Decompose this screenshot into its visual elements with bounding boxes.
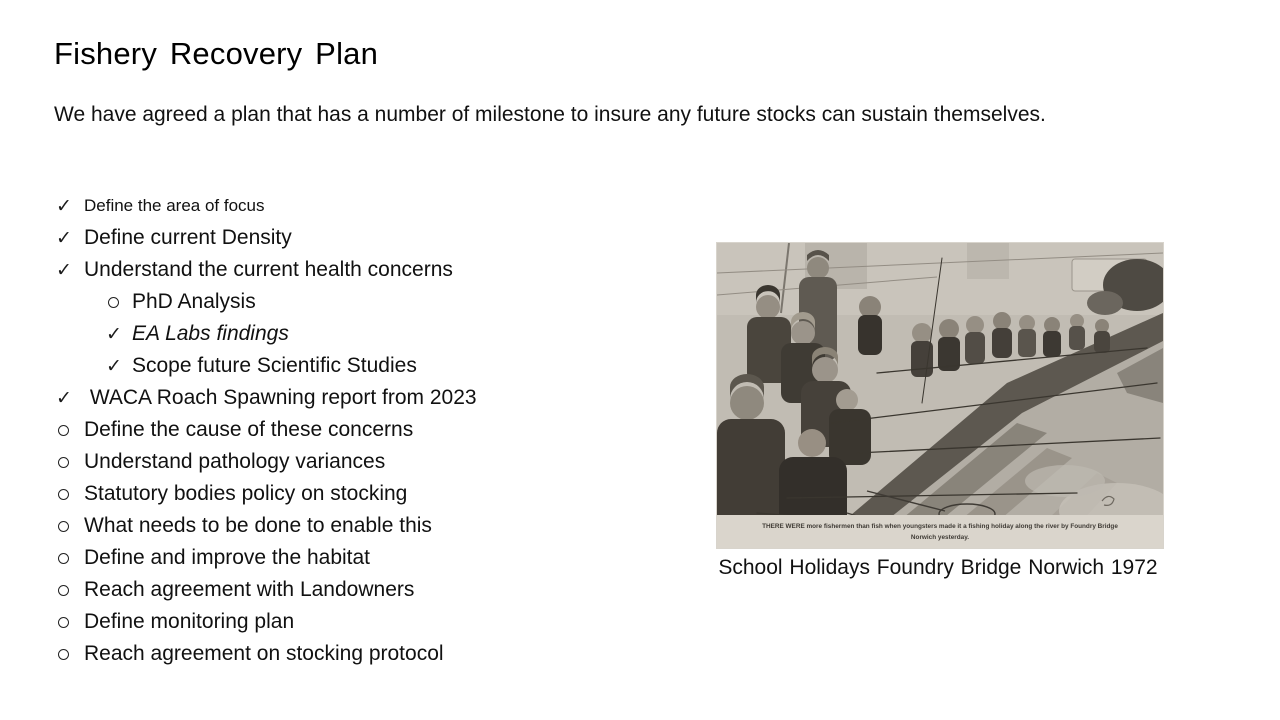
circle-bullet-icon (58, 489, 69, 500)
slide-title: Fishery Recovery Plan (54, 36, 379, 71)
list-item: ✓ Understand the current health concerns (56, 258, 453, 281)
check-icon: ✓ (56, 195, 72, 217)
check-icon: ✓ (106, 355, 122, 377)
list-item: Reach agreement on stocking protocol (54, 638, 614, 670)
circle-bullet-icon (58, 617, 69, 628)
circle-bullet-marker (54, 489, 84, 500)
circle-bullet-marker (54, 649, 84, 660)
circle-bullet-icon (58, 553, 69, 564)
list-item: What needs to be done to enable this (54, 510, 614, 542)
check-icon: ✓ (56, 227, 72, 249)
clipping-caption-line1: THERE WERE more fishermen than fish when youngsters made it a fishing holiday along the river by Foundry Bridge (762, 523, 1118, 530)
circle-bullet-marker (54, 521, 84, 532)
list-item: Reach agreement with Landowners (54, 574, 614, 606)
circle-bullet-marker (104, 297, 132, 308)
intro-text: We have agreed a plan that has a number of milestone to insure any future stocks can sustain themselves. (54, 103, 1046, 126)
circle-bullet-icon (58, 585, 69, 596)
circle-bullet-marker (54, 457, 84, 468)
circle-bullet-marker (54, 553, 84, 564)
list-item: ✓ WACA Roach Spawning report from 2023 (56, 386, 477, 409)
milestone-list (54, 190, 614, 670)
circle-bullet-marker (54, 617, 84, 628)
list-item: ✓ Scope future Scientific Studies (106, 354, 417, 377)
list-item: Define and improve the habitat (54, 542, 614, 574)
circle-bullet-icon (58, 521, 69, 532)
list-item: ✓ Define current Density (56, 226, 292, 249)
list-item: Define monitoring plan (54, 606, 614, 638)
photo-scene (717, 243, 1163, 548)
circle-bullet-icon (108, 297, 119, 308)
list-item: Statutory bodies policy on stocking (54, 478, 614, 510)
circle-bullet-icon (58, 457, 69, 468)
circle-bullet-marker (54, 585, 84, 596)
photo-caption: School Holidays Foundry Bridge Norwich 1972 (718, 556, 1158, 579)
list-item: PhD Analysis (104, 286, 614, 318)
clipping-caption-line2: Norwich yesterday. (910, 534, 970, 541)
check-icon: ✓ (56, 387, 72, 409)
circle-bullet-icon (58, 425, 69, 436)
list-item: Define the cause of these concerns (54, 414, 614, 446)
list-item: Understand pathology variances (54, 446, 614, 478)
check-icon: ✓ (56, 259, 72, 281)
circle-bullet-icon (58, 649, 69, 660)
list-item: ✓ Define the area of focus (56, 195, 265, 217)
circle-bullet-marker (54, 425, 84, 436)
news-photo (717, 243, 1163, 548)
check-icon: ✓ (106, 323, 122, 345)
list-item: ✓ EA Labs findings (106, 322, 289, 345)
